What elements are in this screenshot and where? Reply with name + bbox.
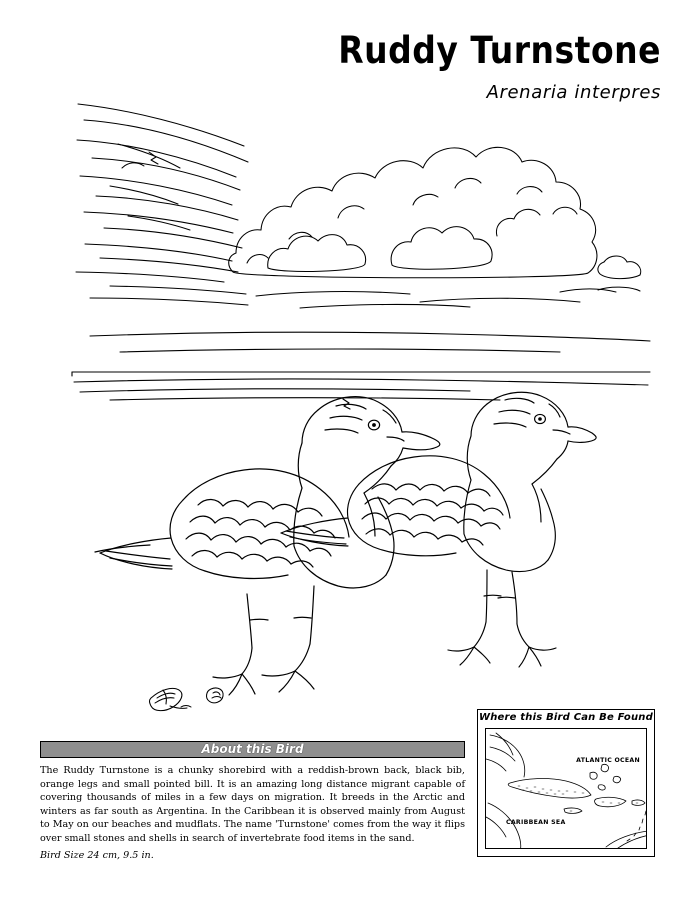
distribution-map-panel <box>477 709 655 857</box>
sand-details <box>150 688 224 711</box>
bird-right <box>281 392 596 667</box>
about-this-bird-panel <box>40 741 465 862</box>
about-header-title: About this Bird <box>201 742 304 756</box>
about-header-band <box>40 741 465 758</box>
map-label-caribbean-sea: CARIBBEAN SEA <box>506 819 566 826</box>
horizon-lines <box>72 332 650 400</box>
page-title: Ruddy Turnstone <box>338 28 661 73</box>
about-body-text: The Ruddy Turnstone is a chunky shorebird with a reddish-brown back, black bib, orange legs and small pointed bill. It is an amazing long distance migrant capable of covering thousands of miles in a few days on migration. It breeds in the Arctic and winters as far south as Argentina. In the Caribbean it is observed mainly from August to May on our beaches and mudflats. The name 'Turnstone' comes from the way it flips over small stones and shells in search of invertebrate food items in the sand. <box>40 765 465 844</box>
bird-left <box>95 397 440 695</box>
map-canvas <box>485 728 647 849</box>
map-label-atlantic-ocean: ATLANTIC OCEAN <box>576 757 640 764</box>
scientific-name: Arenaria interpres <box>486 81 661 103</box>
clouds-group <box>76 104 641 308</box>
bird-size-text: Bird Size 24 cm, 9.5 in. <box>40 849 154 861</box>
map-title: Where this Bird Can Be Found <box>478 712 653 723</box>
